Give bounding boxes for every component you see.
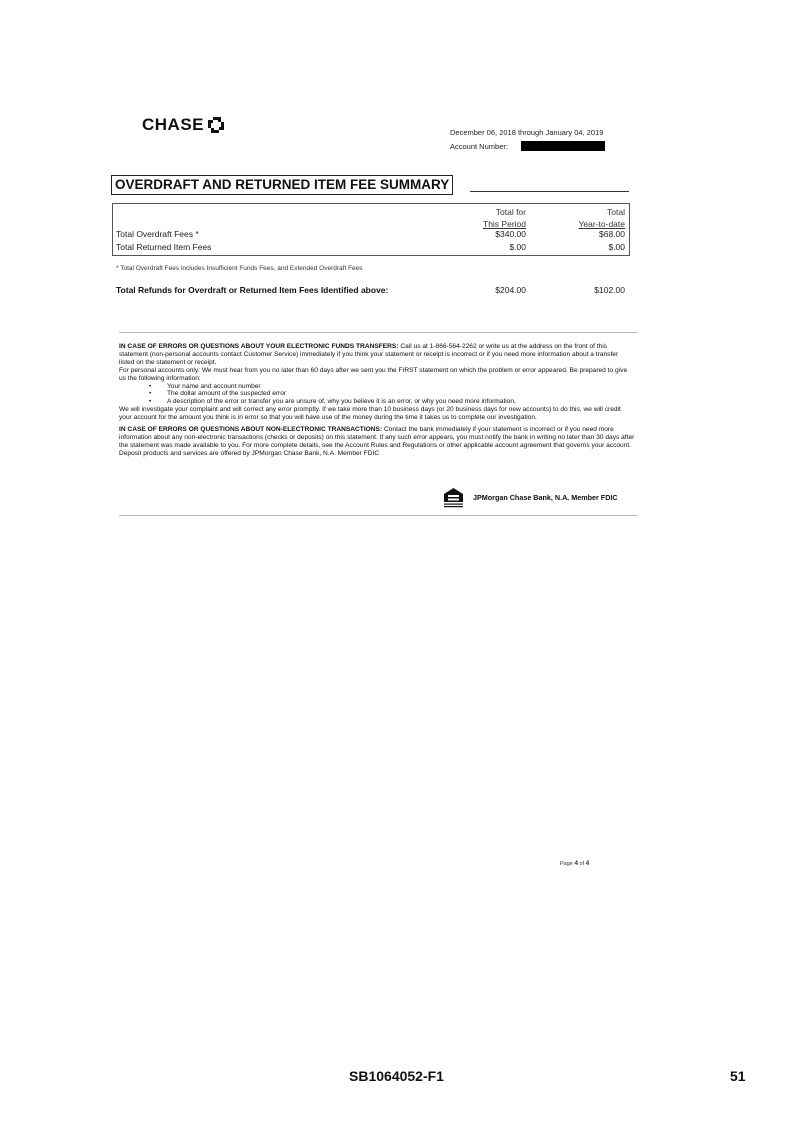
exhibit-page-number: 51 [730, 1068, 746, 1084]
row-returned-label: Total Returned Item Fees [116, 242, 212, 252]
row-overdraft-label: Total Overdraft Fees * [116, 229, 199, 239]
document-id: SB1064052-F1 [349, 1068, 444, 1084]
investigate-text: We will investigate your complaint and will correct any error promptly. If we take more than 10 business days (or 20 business days for new accounts) to do this, we will credit your account for the amount you think is in error so that you will have use of the money during the time it takes us to complete our investigation. [119, 406, 621, 422]
chase-octagon-icon [208, 117, 224, 133]
refund-ytd: $102.00 [594, 285, 625, 295]
member-fdic-line: JPMorgan Chase Bank, N.A. Member FDIC [473, 493, 618, 502]
eft-heading: IN CASE OF ERRORS OR QUESTIONS ABOUT YOUR ELECTRONIC FUNDS TRANSFERS: [119, 343, 399, 350]
non-eft-paragraph [119, 426, 635, 458]
statement-period: December 06, 2018 through January 04, 2019 [450, 128, 604, 137]
equal-housing-lender-icon [443, 487, 464, 509]
bullet-item: • Your name and account number [149, 383, 635, 391]
page-total: 4 [585, 860, 590, 867]
logo-text: CHASE [142, 115, 205, 134]
eft-notice [119, 343, 635, 458]
bullet-item: • The dollar amount of the suspected error [149, 390, 635, 398]
row-overdraft-period: $340.00 [495, 229, 526, 239]
non-eft-heading: IN CASE OF ERRORS OR QUESTIONS ABOUT NON-ELECTRONIC TRANSACTIONS: [119, 426, 383, 434]
notice-top-rule [119, 332, 638, 333]
non-eft-text: Contact the bank immediately if your statement is incorrect or if you need more information about any non-electronic transactions (checks or deposits) on this statement. If any such error appears, you must notify the bank in writing no later than 30 days after the statement was made available to you. For more complete details, see the Account Rules and Regulations or other applicable account agreement that governs your account. Deposit products and services are offered by JPMorgan Chase Bank, N.A. Member FDIC [119, 426, 635, 457]
redacted-account-number [521, 141, 605, 151]
chase-logo [142, 115, 224, 135]
col-header-ytd-line2: Year-to-date [578, 219, 625, 229]
section-title: OVERDRAFT AND RETURNED ITEM FEE SUMMARY [111, 175, 453, 195]
account-number [450, 141, 605, 151]
notice-bottom-rule [119, 515, 638, 516]
info-bullet-list [119, 383, 635, 407]
col-header-period [446, 206, 526, 230]
col-header-period-line2: This Period [483, 219, 526, 229]
refund-period: $204.00 [495, 285, 526, 295]
title-rule [470, 191, 629, 192]
page-word: Page [560, 861, 573, 867]
personal-accounts-text: For personal accounts only: We must hear from you no later than 60 days after we sent you the FIRST statement on which the problem or error appeared. Be prepared to give us the following information: [119, 366, 628, 382]
row-returned-period: $.00 [509, 242, 526, 252]
refund-label: Total Refunds for Overdraft or Returned Item Fees Identified above: [116, 285, 389, 295]
page-number [560, 860, 589, 867]
col-header-period-line1: Total for [495, 207, 526, 217]
row-overdraft-ytd: $68.00 [599, 229, 625, 239]
account-number-label: Account Number: [450, 141, 508, 151]
page-current: 4 [574, 860, 579, 867]
row-returned-ytd: $.00 [608, 242, 625, 252]
col-header-ytd-line1: Total [607, 207, 625, 217]
eft-text: Call us at 1-866-564-2262 or write us at the address on the front of this statement (non-personal accounts contact Customer Service) immediately if you think your statement or receipt is incorrect or if you need more information about a transfer listed on the statement or receipt. [119, 343, 619, 366]
fee-footnote: * Total Overdraft Fees includes Insufficient Funds Fees, and Extended Overdraft Fees [116, 265, 363, 272]
page-of: of [579, 861, 585, 867]
col-header-ytd [545, 206, 625, 230]
eft-paragraph [119, 343, 635, 367]
bullet-item: • A description of the error or transfer you are unsure of, why you believe it is an error, or why you need more information. [149, 398, 635, 406]
